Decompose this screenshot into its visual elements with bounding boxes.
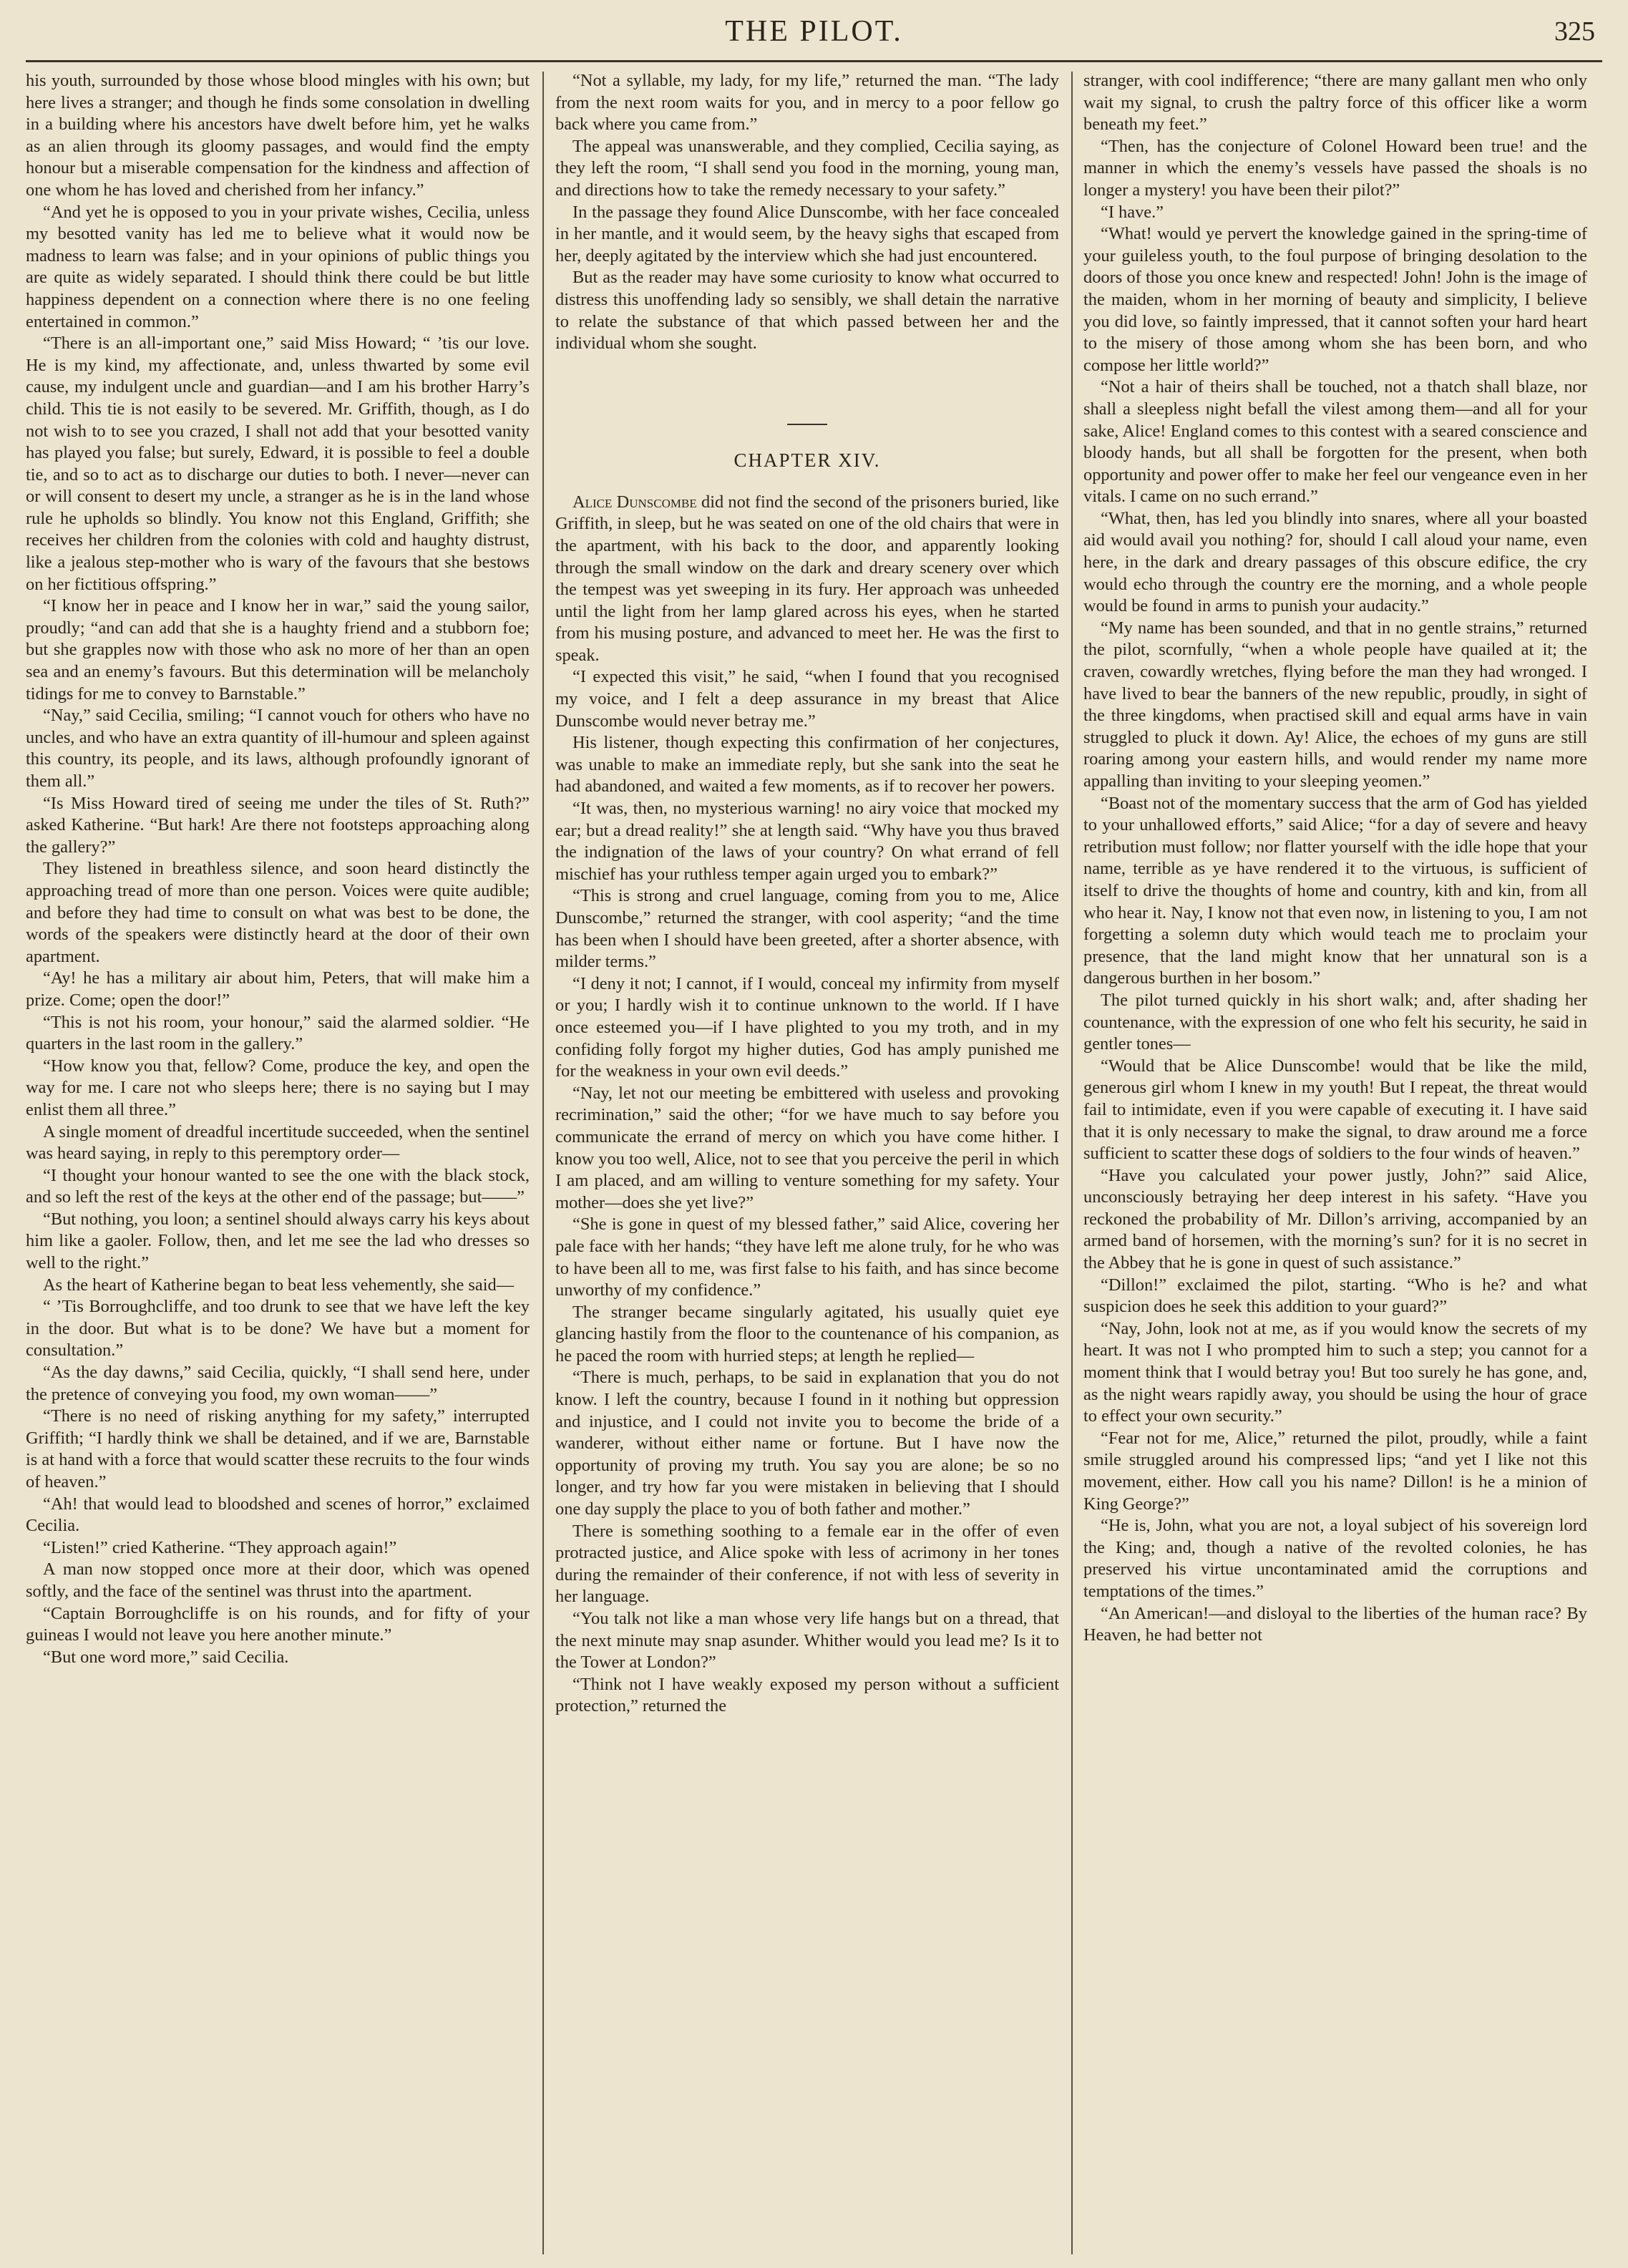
paragraph: “I expected this visit,” he said, “when I found that you recognised my voice, and I felt a deep assurance in my breast that Alice Dunscombe would never betray me.” [555, 667, 1059, 731]
paragraph: “Nay,” said Cecilia, smiling; “I cannot vouch for others who have no uncles, and who have an extra quantity of ill-humour and spleen against this country, its people, and its laws, although profoundly ignorant of them all.” [26, 706, 530, 791]
paragraph: “Is Miss Howard tired of seeing me under the tiles of St. Ruth?” asked Katherine. “But hark! Are there not footsteps approaching along the gallery?” [26, 793, 530, 857]
paragraph: The pilot turned quickly in his short walk; and, after shading her countenance, with the expression of one who felt his security, he said in gentler tones— [1083, 990, 1587, 1054]
text-column-right [1083, 70, 1587, 2257]
paragraph: “Ah! that would lead to bloodshed and scenes of horror,” exclaimed Cecilia. [26, 1494, 530, 1536]
paragraph: In the passage they found Alice Dunscombe, with her face concealed in her mantle, and it would seem, by the heavy sighs that escaped from her, deeply agitated by the interview which she had just encountered. [555, 202, 1059, 266]
paragraph: “And yet he is opposed to you in your private wishes, Cecilia, unless my besotted vanity has led me to believe what it would now be madness to learn was false; and in your opinions of public things you are quite as widely separated. I should think there could be but little happiness dependent on a connection where there is no one feeling entertained in common.” [26, 202, 530, 331]
paragraph: There is something soothing to a female ear in the offer of even protracted justice, and Alice spoke with less of acrimony in her tones during the remainder of their conference, if not with less of severity in her language. [555, 1521, 1059, 1607]
paragraph: “Ay! he has a military air about him, Peters, that will make him a prize. Come; open the door!” [26, 968, 530, 1010]
paragraph: “You talk not like a man whose very life hangs but on a thread, that the next minute may snap asunder. Whither would you lead me? Is it to the Tower at London?” [555, 1609, 1059, 1673]
text-column-middle [555, 70, 1059, 2257]
paragraph: “Not a syllable, my lady, for my life,” returned the man. “The lady from the next room waits for you, and in mercy to a poor fellow go back where you came from.” [555, 71, 1059, 135]
paragraph: “There is no need of risking anything for my safety,” interrupted Griffith; “I hardly think we shall be detained, and if we are, Barnstable is at hand with a force that would scatter these recruits to the four winds of heaven.” [26, 1406, 530, 1491]
paragraph: “How know you that, fellow? Come, produce the key, and open the way for me. I care not who sleeps here; there is no saying but I may enlist them all three.” [26, 1056, 530, 1119]
paragraph: They listened in breathless silence, and soon heard distinctly the approaching tread of more than one person. Voices were quite audible; and before they had time to consult on what was best to be done, the words of the speakers were distinctly heard at the door of their own apartment. [26, 859, 530, 966]
paragraph: “But nothing, you loon; a sentinel should always carry his keys about him like a gaoler. Follow, then, and let me see the lad who dresses so well to the right.” [26, 1209, 530, 1273]
paragraph: “I thought your honour wanted to see the one with the black stock, and so left the rest of the keys at the other end of the passage; but——” [26, 1165, 530, 1207]
text-column-left [26, 70, 530, 2257]
paragraph: “Nay, let not our meeting be embittered with useless and provoking recrimination,” said the other; “for we have much to say before you communicate the errand of mercy on which you have come hither. I know you too well, Alice, not to see that you perceive the peril in which I am placed, and am willing to venture something for my safety. Your mother—does she yet live?” [555, 1083, 1059, 1212]
column-divider [1071, 72, 1073, 2254]
paragraph: “An American!—and disloyal to the liberties of the human race? By Heaven, he had better not [1083, 1603, 1587, 1645]
paragraph: “Dillon!” exclaimed the pilot, starting. “Who is he? and what suspicion does he seek this addition to your guard?” [1083, 1275, 1587, 1317]
column-divider [542, 72, 544, 2254]
paragraph: But as the reader may have some curiosity to know what occurred to distress this unoffending lady so sensibly, we shall detain the narrative to relate the substance of that which passed between her and the individual whom she sought. [555, 268, 1059, 354]
running-title: THE PILOT. [725, 15, 903, 48]
paragraph: His listener, though expecting this confirmation of her conjectures, was unable to make an immediate reply, but she sank into the seat he had abandoned, and waited a few moments, as if to recover her powers. [555, 733, 1059, 797]
paragraph: “But one word more,” said Cecilia. [43, 1647, 289, 1667]
paragraph: A man now stopped once more at their door, which was opened softly, and the face of the sentinel was thrust into the apartment. [26, 1559, 530, 1601]
paragraph: “Fear not for me, Alice,” returned the pilot, proudly, while a faint smile struggled around his compressed lips; “and yet I like not this movement, either. How call you his name? Dillon! is he a minion of King George?” [1083, 1428, 1587, 1514]
paragraph: “ ’Tis Borroughcliffe, and too drunk to see that we have left the key in the door. But what is to be done? We have but a moment for consultation.” [26, 1297, 530, 1361]
paragraph: A single moment of dreadful incertitude succeeded, when the sentinel was heard saying, in reply to this peremptory order— [26, 1121, 530, 1164]
paragraph [555, 492, 1059, 667]
chapter-first-paragraph-text: did not find the second of the prisoners buried, like Griffith, in sleep, but he was seated on one of the old chairs that were in the apartment, with his back to the door, and apparently looking through the small window on the dark and dreary scenery over which the tempest was yet sweeping in its fury. Her approach was unheeded until the light from her lamp glared across his eyes, when he started from his musing posture, and advanced to meet her. He was the first to speak. [555, 492, 1059, 665]
section-separator [787, 424, 827, 425]
paragraph: “There is an all-important one,” said Miss Howard; “ ’tis our love. He is my kind, my affectionate, and, unless thwarted by some evil cause, my indulgent uncle and guardian—and I am his brother Harry’s child. This tie is not easily to be severed. Mr. Griffith, though, as I do not wish to to see you crazed, I shall not add that your besotted vanity has played you false; but surely, Edward, it is possible to feel a double tie, and so to act as to discharge our duties to both. I never—never can or will consent to desert my uncle, a stranger as he is in the land whose rule he upholds so blindly. You know not this England, Griffith; she receives her children from the colonies with cold and haughty distrust, like a jealous step-mother who is wary of the favours that she bestows on her fictitious offspring.” [26, 334, 530, 594]
paragraph: “It was, then, no mysterious warning! no airy voice that mocked my ear; but a dread reality!” she at length said. “Why have you thus braved the indignation of the laws of your country? On what errand of fell mischief has your ruthless temper again urged you to embark?” [555, 799, 1059, 884]
paragraph: “I know her in peace and I know her in war,” said the young sailor, proudly; “and can add that she is a haughty friend and a stubborn foe; but she grapples now with those who ask no more of her than an open sea and an enemy’s favours. But this determination will be melancholy tidings for me to convey to Barnstable.” [26, 596, 530, 704]
paragraph: “Then, has the conjecture of Colonel Howard been true! and the manner in which the enemy’s vessels have passed the shoals is no longer a mystery! you have been their pilot?” [1083, 136, 1587, 200]
paragraph: “Have you calculated your power justly, John?” said Alice, unconsciously betraying her deep interest in his safety. “Have you reckoned the probability of Mr. Dillon’s arriving, accompanied by an armed band of horsemen, with the morning’s sun? for it is no secret in the Abbey that he is gone in quest of such assistance.” [1083, 1165, 1587, 1273]
page-number: 325 [1554, 16, 1595, 47]
paragraph: “What, then, has led you blindly into snares, where all your boasted aid would avail you nothing? for, should I call aloud your name, even here, in the dark and dreary passages of this obscure edifice, the cry would echo through the country ere the morning, and a whole people would be found in arms to punish your audacity.” [1083, 508, 1587, 616]
paragraph: “Listen!” cried Katherine. “They approach again!” [43, 1537, 397, 1557]
paragraph: “He is, John, what you are not, a loyal subject of his sovereign lord the King; and, though a native of the revolted colonies, he has preserved his virtue uncontaminated amid the corruptions and temptations of the times.” [1083, 1516, 1587, 1601]
chapter-heading: CHAPTER XIV. [733, 449, 881, 471]
paragraph: stranger, with cool indifference; “there are many gallant men who only wait my signal, to crush the paltry force of this officer like a worm beneath my feet.” [1083, 71, 1587, 135]
paragraph: The appeal was unanswerable, and they complied, Cecilia saying, as they left the room, “I shall send you food in the morning, young man, and directions how to take the remedy necessary to your safety.” [555, 136, 1059, 200]
paragraph: “What! would ye pervert the knowledge gained in the spring-time of your guileless youth, to the foul purpose of bringing desolation to the doors of those you once knew and respected! John! John is the image of the maiden, whom in her morning of beauty and simplicity, I believe you did love, so faintly impressed, that it cannot soften your hard heart to the misery of those among whom she has been born, and who compose her little world?” [1083, 224, 1587, 375]
paragraph: “This is strong and cruel language, coming from you to me, Alice Dunscombe,” returned the stranger, with cool asperity; “and the time has been when I should have been greeted, after a shorter absence, with milder terms.” [555, 886, 1059, 972]
paragraph: “Captain Borroughcliffe is on his rounds, and for fifty of your guineas I would not leave you here another minute.” [26, 1603, 530, 1645]
paragraph: “Boast not of the momentary success that the arm of God has yielded to your unhallowed efforts,” said Alice; “for a day of severe and heavy retribution must follow; nor flatter yourself with the idle hope that your name, terrible as ye have rendered it to the virtuous, is sufficient of itself to drive the thoughts of home and country, kith and kin, from all who hear it. Nay, I know not that even now, in listening to you, I am not forgetting a solemn duty which would teach me to proclaim your presence, that the land might know that her unnatural son is a dangerous burthen in her bosom.” [1083, 793, 1587, 988]
paragraph: “This is not his room, your honour,” said the alarmed soldier. “He quarters in the last room in the gallery.” [26, 1012, 530, 1054]
paragraph: “There is much, perhaps, to be said in explanation that you do not know. I left the country, because I found in it nothing but oppression and injustice, and I could not invite you to become the bride of a wanderer, without either name or fortune. But I have now the opportunity of proving my truth. You say you are alone; be so no longer, and try how far you were mistaken in believing that I should one day supply the place to you of both father and mother.” [555, 1368, 1059, 1519]
paragraph: “Nay, John, look not at me, as if you would know the secrets of my heart. It was not I who prompted him to such a step; you cannot for a moment think that I would betray you! But too surely he has gone, and, as the night wears rapidly away, you should be using the hour of grace to effect your own security.” [1083, 1318, 1587, 1426]
paragraph: As the heart of Katherine began to beat less vehemently, she said— [43, 1275, 515, 1295]
paragraph: “As the day dawns,” said Cecilia, quickly, “I shall send here, under the pretence of conveying you food, my own woman——” [26, 1363, 530, 1404]
paragraph: The stranger became singularly agitated, his usually quiet eye glancing hastily from the floor to the countenance of his companion, as he paced the room with hurried steps; at length he replied— [555, 1302, 1059, 1366]
paragraph: “She is gone in quest of my blessed father,” said Alice, covering her pale face with her hands; “they have left me alone truly, for he who was to have been all to me, was first false to his faith, and has since become unworthy of my confidence.” [555, 1215, 1059, 1300]
paragraph: “I have.” [1101, 202, 1164, 222]
paragraph: “I deny it not; I cannot, if I would, conceal my infirmity from myself or you; I hardly wish it to continue unknown to the world. If I have once esteemed you—if I have plighted to you my troth, and in my confiding folly forgot my higher duties, God has amply punished me for the weakness in your own evil deeds.” [555, 973, 1059, 1081]
paragraph: his youth, surrounded by those whose blood mingles with his own; but here lives a stranger; and though he finds some consolation in dwelling in a building where his ancestors have dwelt before him, yet he walks as an alien through its gloomy passages, and would find the empty honour but a miserable compensation for the kindness and affection of one whom he has loved and cherished from her infancy.” [26, 71, 530, 200]
paragraph: “My name has been sounded, and that in no gentle strains,” returned the pilot, scornfully, “when a whole people have quailed at it; the craven, cowardly wretches, flying before the man they had wronged. I have lived to bear the banners of the new republic, proudly, in sight of the three kingdoms, when practised skill and equal arms have in vain struggled to pluck it down. Ay! Alice, the echoes of my guns are still roaring among your eastern hills, and would render my name more appalling than inviting to your sleeping yeomen.” [1083, 618, 1587, 791]
paragraph: “Not a hair of theirs shall be touched, not a thatch shall blaze, nor shall a sleepless night befall the vilest among them—and all for your sake, Alice! England comes to this contest with a seared conscience and bloody hands, but all shall be forgotten for the present, when both opportunity and power offer to make her feel our vengeance even in her vitals. I came on no such errand.” [1083, 377, 1587, 507]
paragraph: “Would that be Alice Dunscombe! would that be like the mild, generous girl whom I knew in my youth! But I repeat, the threat would fail to intimidate, even if you were capable of executing it. I have said that it is only necessary to make the signal, to draw around me a force sufficient to scatter these dogs of soldiers to the four winds of heaven.” [1083, 1056, 1587, 1164]
paragraph: “Think not I have weakly exposed my person without a sufficient protection,” returned the [555, 1674, 1059, 1716]
chapter-lead-words: Alice Dunscombe [572, 492, 697, 512]
page-header [26, 10, 1602, 62]
